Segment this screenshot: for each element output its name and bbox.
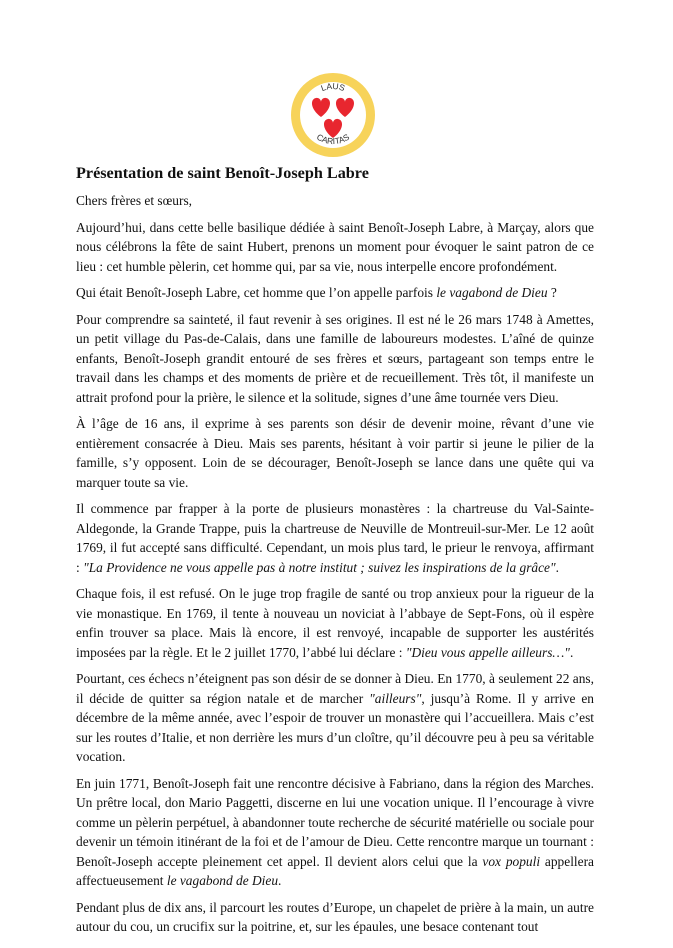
paragraph-rome	[76, 669, 594, 767]
seal-top-text: LAUS	[319, 80, 347, 94]
paragraph-refusals	[76, 584, 594, 662]
italic-quote: "Dieu vous appelle ailleurs…"	[405, 644, 570, 660]
italic-quote: "La Providence ne vous appelle pas à notre institut ; suivez les inspirations de la grâce"	[83, 559, 556, 575]
paragraph-text: Qui était Benoît-Joseph Labre, cet homme que l’on appelle parfois	[76, 285, 437, 300]
paragraph-fabriano	[76, 774, 594, 891]
paragraph-text: appellera affectueusement	[76, 853, 594, 888]
paragraph-question	[76, 283, 594, 303]
paragraph-pilgrimage: Pendant plus de dix ans, il parcourt les routes d’Europe, un chapelet de prière à la main, un autre autour du cou, un crucifix sur la poitrine, et, sur les épaules, une besace contenant tout	[76, 899, 594, 934]
italic-phrase: vox populi	[482, 853, 541, 869]
paragraph-text: .	[278, 873, 282, 888]
paragraph-text: .	[569, 644, 574, 660]
italic-quote: "ailleurs"	[369, 690, 422, 706]
italic-phrase: le vagabond de Dieu	[166, 873, 279, 888]
paragraph-origins: Pour comprendre sa sainteté, il faut revenir à ses origines. Il est né le 26 mars 1748 à Amettes, un petit village du Pas-de-Calais, dans une famille de laboureurs modestes. L’aîné de quinze enfants, Benoît-Joseph grandit entouré de ses frères et sœurs, partageant son temps entre le travail dans les champs et des moments de prière et de recueillement. Très tôt, il manifeste un attrait profond pour la prière, le silence et la solitude, signes d’une âme tournée vers Dieu.	[76, 311, 594, 405]
seal-bottom-text: CARITAS	[314, 131, 352, 147]
paragraph-intro: Aujourd’hui, dans cette belle basilique dédiée à saint Benoît-Joseph Labre, à Marçay, alors que nous célébrons la fête de saint Hubert, prenons un moment pour évoquer le saint patron de ce lieu : cet humble pèlerin, cet homme qui, par sa vie, nous interpelle encore profondément.	[76, 219, 594, 274]
paragraph-text: Pourtant, ces échecs n’éteignent pas son désir de se donner à Dieu. En 1770, à seulement 22 ans, il décide de quitter sa région natale et de marcher	[76, 671, 594, 706]
paragraph-text: En juin 1771, Benoît-Joseph fait une rencontre décisive à Fabriano, dans la région des Marches. Un prêtre local, don Mario Paggetti, discerne en lui une vocation unique. Il l’encourage à vivre comme un pèlerin perpétuel, à abandonner toute recherche de sécurité matérielle ou sociale pour devenir un témoin itinérant de la foi et de l’amour de Dieu. Cette rencontre marque un tournant : Benoît-Joseph accepte pleinement cet appel. Il devient alors celui que la	[76, 775, 594, 869]
paragraph-text: Chaque fois, il est refusé. On le juge trop fragile de santé ou trop anxieux pour la rigueur de la vie monastique. En 1769, il tente à nouveau un noviciat à l’abbaye de Sept-Fons, où il espère enfin trouver sa place. Mais là encore, il est renvoyé, incapable de supporter les austérités imposées par la règle. Et le 2 juillet 1770, l’abbé lui déclare :	[76, 586, 594, 660]
italic-phrase: le vagabond de Dieu	[436, 285, 548, 300]
paragraph-monasteries	[76, 499, 594, 577]
paragraph-text: Il commence par frapper à la porte de plusieurs monastères : la chartreuse du Val-Sainte-Aldegonde, la Grande Trappe, puis la chartreuse de Neuville de Montreuil-sur-Mer. Le 12 août 1769, il fut accepté sans difficulté. Cependant, un mois plus tard, le prieur le renvoya, affirmant :	[76, 501, 594, 575]
paragraph-greeting: Chers frères et sœurs,	[76, 193, 193, 208]
document-body	[76, 162, 594, 944]
page-title: Présentation de saint Benoît-Joseph Labre	[76, 164, 369, 182]
laus-caritas-seal	[290, 72, 376, 158]
paragraph-text: , jusqu’à Rome. Il y arrive en décembre de la même année, avec l’espoir de trouver un monastère qui l’accueillera. Mais c’est sur les routes d’Italie, et non derrière les murs d’un cloître, qu’il découvre peu à peu sa véritable vocation.	[76, 690, 594, 764]
paragraph-age-16: À l’âge de 16 ans, il exprime à ses parents son désir de devenir moine, rêvant d’une vie entièrement consacrée à Dieu. Mais ses parents, hésitant à voir partir si jeune le pilier de la famille, s’y opposent. Loin de se décourager, Benoît-Joseph se lance dans une quête qui va marquer toute sa vie.	[76, 416, 594, 490]
paragraph-text: ?	[547, 285, 557, 300]
laus-caritas-logo	[290, 72, 376, 158]
paragraph-text: .	[555, 559, 559, 575]
